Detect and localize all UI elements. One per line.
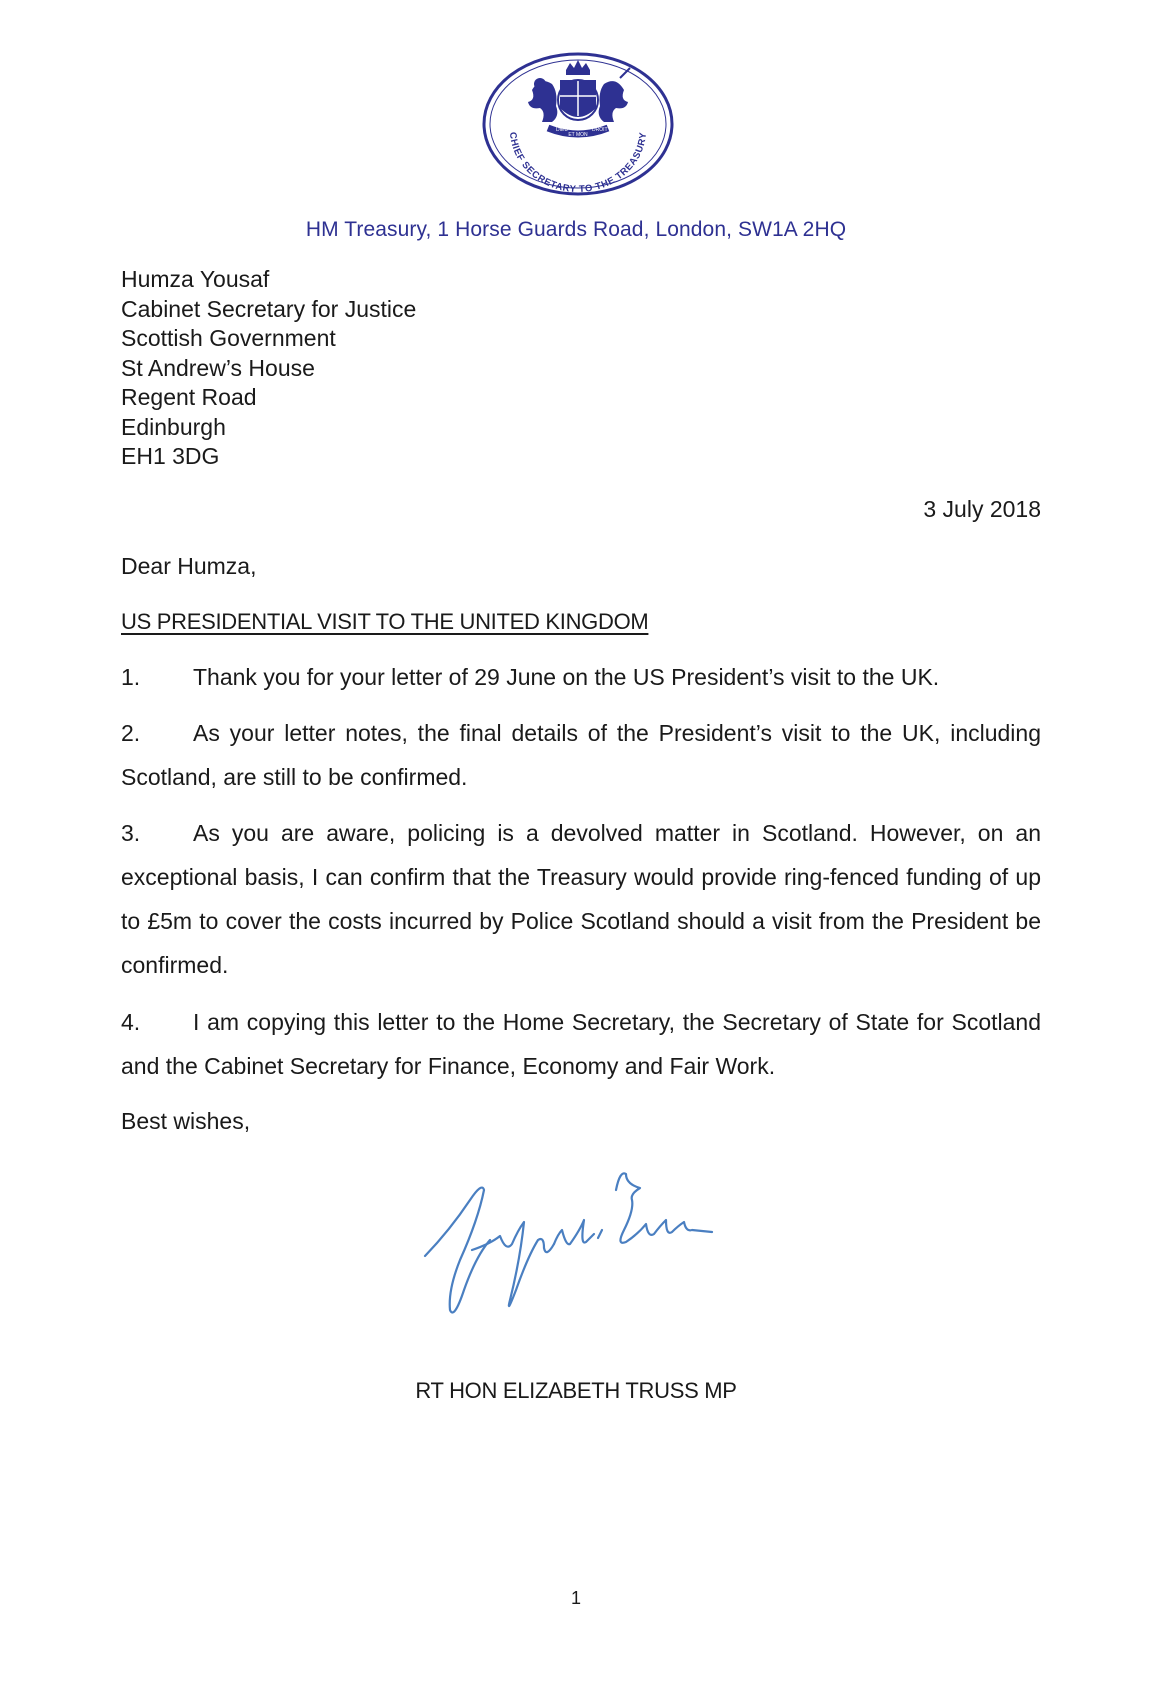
paragraph-3 (121, 811, 1041, 987)
svg-text:DROIT: DROIT (592, 127, 608, 133)
paragraph-text: As you are aware, policing is a devolved matter in Scotland. However, on an exceptional basis, I can confirm that the Treasury would provide ring-fenced funding of up to £5m to cover the costs incurred by Police Scotland should a visit from the President be confirmed. (121, 820, 1041, 978)
sign-off: Best wishes, (121, 1108, 251, 1134)
page-number: 1 (570, 1588, 581, 1608)
svg-text:CHIEF SECRETARY TO THE TREASUR: CHIEF SECRETARY TO THE TREASURY (506, 131, 650, 196)
salutation: Dear Humza, (121, 553, 257, 579)
subject-heading: US PRESIDENTIAL VISIT TO THE UNITED KINGDOM (121, 609, 649, 634)
signatory-name: RT HON ELIZABETH TRUSS MP (415, 1378, 737, 1403)
paragraph-number: 2. (121, 720, 141, 746)
paragraph-text: I am copying this letter to the Home Secretary, the Secretary of State for Scotland and the Cabinet Secretary for Finance, Economy and Fair Work. (121, 1009, 1041, 1079)
recipient-organisation: Scottish Government (121, 325, 336, 351)
recipient-postcode: EH1 3DG (121, 443, 220, 469)
recipient-street: Regent Road (121, 384, 257, 410)
svg-text:ET MON: ET MON (568, 132, 588, 138)
paragraph-text: As your letter notes, the final details of the President’s visit to the UK, including Scotland, are still to be confirmed. (121, 720, 1041, 790)
paragraph-number: 4. (121, 1009, 141, 1035)
paragraph-text: Thank you for your letter of 29 June on the US President’s visit to the UK. (193, 664, 940, 690)
recipient-title: Cabinet Secretary for Justice (121, 295, 417, 322)
letter-date: 3 July 2018 (923, 496, 1041, 522)
paragraph-4 (121, 1000, 1041, 1088)
paragraph-number: 1. (121, 664, 141, 690)
recipient-address-block (121, 265, 416, 472)
recipient-name: Humza Yousaf (121, 266, 270, 292)
recipient-building: St Andrew’s House (121, 354, 315, 381)
royal-coat-of-arms-icon (480, 50, 676, 198)
paragraph-number: 3. (121, 820, 141, 846)
svg-text:DIEU: DIEU (556, 127, 568, 133)
paragraph-1 (121, 655, 1041, 699)
handwritten-signature-icon (420, 1160, 740, 1340)
letterhead-address: HM Treasury, 1 Horse Guards Road, London, SW1A 2HQ (305, 218, 847, 241)
paragraph-2 (121, 711, 1041, 799)
recipient-city: Edinburgh (121, 413, 226, 440)
